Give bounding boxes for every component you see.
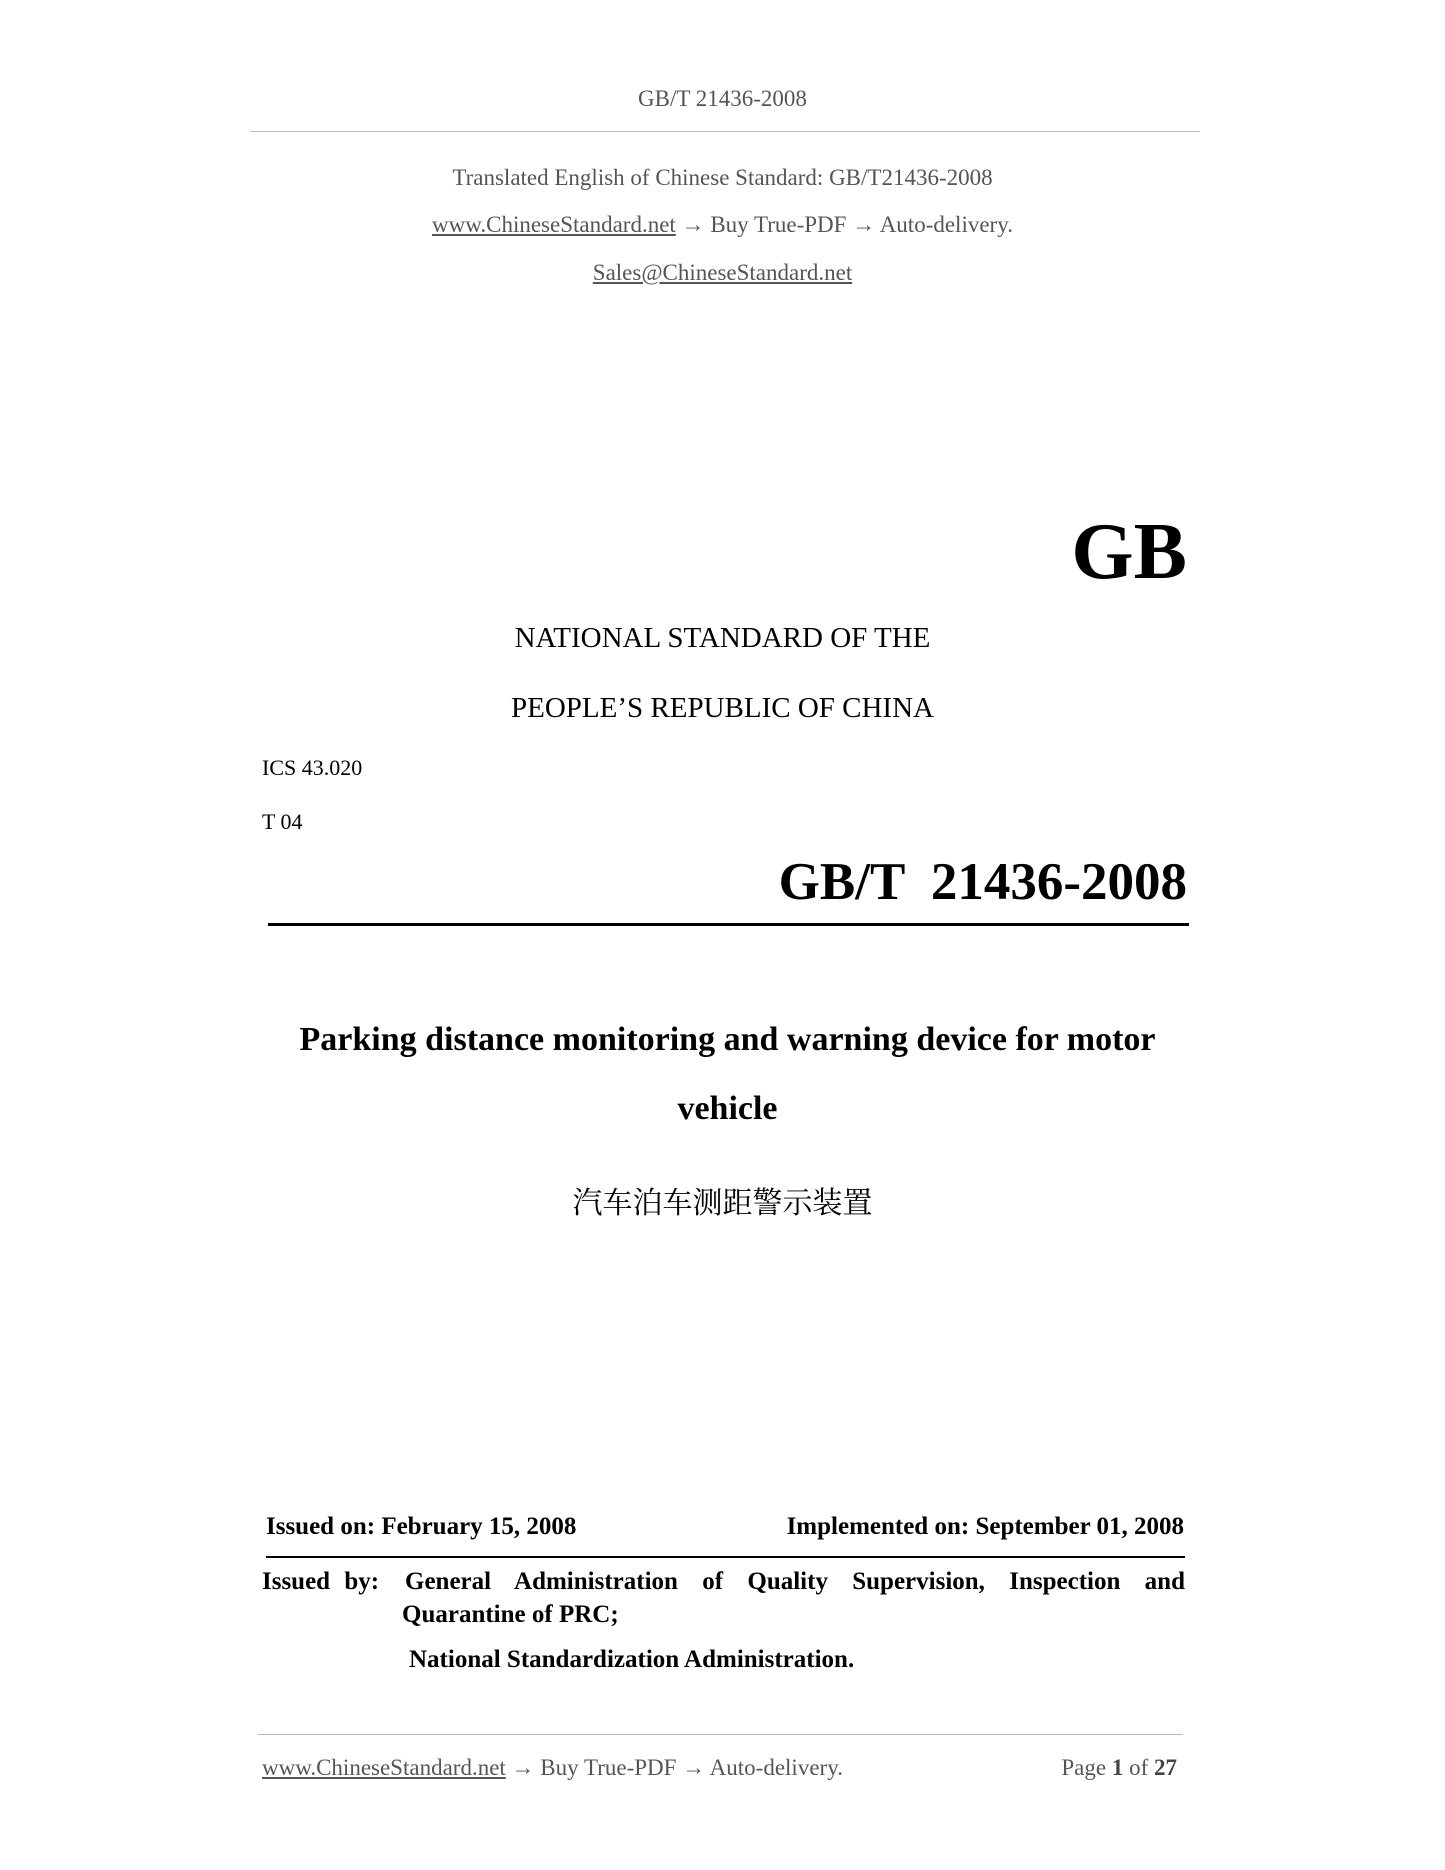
issued-on-date: Issued on: February 15, 2008: [266, 1513, 577, 1540]
site-link[interactable]: www.ChineseStandard.net: [432, 212, 676, 237]
implemented-on-date: Implemented on: September 01, 2008: [786, 1513, 1184, 1540]
page-indicator: [1061, 1755, 1177, 1781]
arrow-right-icon: →: [681, 212, 705, 237]
translated-notice: Translated English of Chinese Standard: GB/T21436-2008: [452, 165, 993, 190]
issuer-primary-line2: Quarantine of PRC;: [402, 1601, 619, 1628]
footer-promo: [262, 1755, 843, 1781]
issuer-primary-line1: General Administration of Quality Supervision, Inspection and: [405, 1568, 1185, 1595]
page-label: Page: [1061, 1755, 1107, 1780]
gb-mark: GB: [1071, 508, 1187, 596]
footer-buy-text: Buy True-PDF: [540, 1755, 677, 1780]
page-total: 27: [1154, 1755, 1177, 1780]
ics-code: ICS 43.020: [262, 755, 363, 780]
classification-code: T 04: [262, 809, 303, 834]
buy-true-pdf-text: Buy True-PDF: [710, 212, 847, 237]
of-label: of: [1129, 1755, 1149, 1780]
arrow-right-icon: →: [852, 212, 876, 237]
issue-divider: [266, 1556, 1185, 1558]
promo-line: [0, 212, 1445, 238]
national-standard-line1: NATIONAL STANDARD OF THE: [514, 622, 931, 654]
sales-line: [0, 260, 1445, 286]
chinese-title: 汽车泊车测距警示装置: [572, 1187, 873, 1220]
page-number: 1: [1111, 1755, 1124, 1780]
standard-number-rule: [268, 923, 1189, 926]
issued-by-label: Issued by:: [262, 1568, 380, 1595]
national-standard-line2: PEOPLE’S REPUBLIC OF CHINA: [511, 692, 934, 724]
arrow-right-icon: →: [511, 1755, 535, 1780]
arrow-right-icon: →: [682, 1755, 706, 1780]
footer-divider: [258, 1734, 1183, 1735]
standard-number: GB/T 21436-2008: [778, 853, 1187, 911]
footer-site-link[interactable]: www.ChineseStandard.net: [262, 1755, 506, 1780]
footer-delivery-text: Auto-delivery.: [709, 1755, 843, 1780]
issuer-secondary: National Standardization Administration.: [409, 1646, 855, 1673]
auto-delivery-text: Auto-delivery.: [879, 212, 1013, 237]
sales-email-link[interactable]: Sales@ChineseStandard.net: [592, 260, 853, 285]
running-header: GB/T 21436-2008: [638, 86, 807, 111]
english-title: Parking distance monitoring and warning device for motor vehicle: [299, 1021, 1156, 1127]
header-divider: [250, 131, 1200, 132]
